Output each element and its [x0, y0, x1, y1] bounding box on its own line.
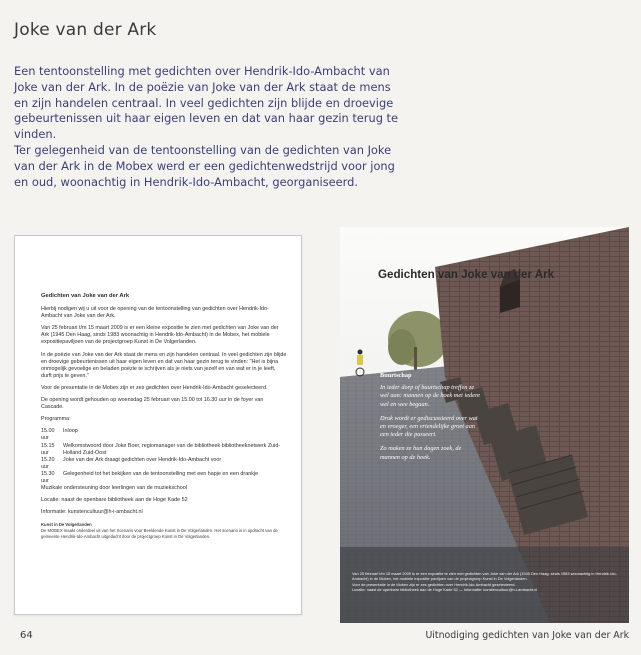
location-note: Locatie: naast de openbare bibliotheek aan de Hoge Kade 52 — [41, 497, 188, 504]
small-print-text: De MOBEX maakt onderdeel uit van het Scenario voor Beeldende Kunst in De Volgerlanden. Het scenario is in opdracht van de gemeente Hendrik-Ido-Ambacht uitgedacht door de projectgroep Kunst in De Volgerlanden. — [41, 527, 278, 539]
program-item — [41, 428, 287, 442]
intro-paragraph: Een tentoonstelling met gedichten over Hendrik-Ido-Ambacht van Joke van der Ark. In de poëzie van Joke van der Ark staat de mens en zijn handelen centraal. In veel gedichten zijn blijde en droevige gebeurtenissen uit haar eigen leven en dat van haar gezin terug te vinden. — [14, 64, 399, 142]
poem-stanza: In ieder dorp of buurtschap treffen ze wel aan: mannen op de hoek met iedere wel en wee begaan. — [380, 384, 480, 408]
poem-stanza: Zo maken ze hun dagen zoek, de mannen op de hoek. — [380, 445, 462, 461]
program-desc: Gelegenheid tot het bekijken van de tentoonstelling met een hapje en een drankje — [63, 470, 259, 477]
small-print-title: Kunst in De Volgerlanden — [41, 522, 92, 528]
invitation-letter — [14, 235, 302, 615]
program-list — [41, 428, 287, 485]
program-desc: Inloop — [63, 428, 78, 435]
page-title: Joke van der Ark — [14, 20, 157, 40]
intro-text — [14, 64, 404, 190]
program-item — [41, 443, 287, 457]
poem-stanza: Druk wordt er gediscussieerd over wat en vroeger, een vriendelijke groet aan een ieder die passeert. — [380, 414, 478, 439]
info-email: Informatie: kunstencultuur@h-i-ambacht.nl — [41, 509, 143, 516]
small-print — [41, 522, 287, 539]
poster-caption-line: Voor de presentatie in de Mobex zijn er zes gedichten over Hendrik-Ido-Ambacht geselecteerd. — [352, 581, 516, 587]
program-item — [41, 471, 287, 485]
page-number: 64 — [20, 630, 33, 641]
poster-caption-line: Locatie: naast de openbare bibliotheek aan de Hoge Kade 52 — Informatie: kunstencultuur@h-i-ambacht.nl — [352, 587, 538, 593]
program-time: 15.30 uur — [41, 470, 55, 484]
program-desc: Welkomstwoord door Joke Boer, regiomanager van de bibliotheek bibliotheeknetwerk Zuid-Holland Zuid-Oost — [63, 442, 281, 456]
letter-paragraph: Van 25 februari t/m 15 maart 2009 is er een kleine expositie te zien met gedichten van Joke van der Ark (1945 Den Haag, sinds 1983 woonachtig in Hendrik-Ido-Ambacht) in de Mobex, het mobiele expositiepaviljoen van de projectgroep Kunst in De Volgerlanden. — [41, 325, 279, 346]
letter-body — [41, 293, 287, 539]
poem-title: Buurtschap — [380, 372, 412, 379]
program-item — [41, 457, 287, 471]
poem-poster-photo — [340, 227, 629, 623]
poem — [380, 372, 480, 468]
poster-caption — [352, 571, 620, 593]
program-label: Programma: — [41, 416, 71, 423]
letter-paragraph: Hierbij nodigen wij u uit voor de opening van de tentoonstelling van gedichten over Hendrik-Ido-Ambacht van Joke van der Ark. — [41, 306, 269, 320]
poster-caption-line: Van 25 februari t/m 15 maart 2009 is er een expositie te zien met gedichten van Joke van der Ark (1945 Den Haag, sinds 1983 woonachtig in Hendrik-Ido-Ambacht) in de Mobex, het mobiele expositie paviljoen van de projectgroep Kunst in De Volgerlanden. — [352, 571, 617, 582]
program-time: 15.00 uur — [41, 428, 55, 442]
poster-title: Gedichten van Joke van der Ark — [378, 268, 555, 281]
letter-paragraph: Voor de presentatie in de Mobex zijn er zes gedichten over Hendrik-Ido-Ambacht geselecteerd. — [41, 384, 268, 391]
program-time: 15.20 uur — [41, 456, 55, 470]
music-note: Muzikale ondersteuning door leerlingen van de muziekschool — [41, 485, 187, 492]
figure-caption: Uitnodiging gedichten van Joke van der Ark — [425, 630, 629, 641]
intro-paragraph: Ter gelegenheid van de tentoonstelling van de gedichten van Joke van der Ark in de Mobex werd er een gedichtenwedstrijd voor jong en oud, woonachtig in Hendrik-Ido-Ambacht, georganiseerd. — [14, 142, 395, 189]
program-time: 15.15 uur — [41, 442, 55, 456]
program-desc: Joke van der Ark draagt gedichten over Hendrik-Ido-Ambacht voor — [63, 456, 222, 463]
letter-title: Gedichten van Joke van der Ark — [41, 293, 130, 299]
letter-paragraph: In de poëzie van Joke van der Ark staat de mens en zijn handelen centraal. In veel gedichten zijn blijde en droevige gebeurtenissen uit haar eigen leven en dat van haar gezin terug te vinden: "Het is bijna onmogelijk gevoelige en beladen poëzie te schrijven als je niets van jezelf en van wat er in je leeft, durft prijs te geven." — [41, 351, 287, 379]
letter-paragraph: De opening wordt gehouden op woensdag 25 februari van 15.00 tot 16.30 uur in de foyer van Cascade. — [41, 397, 264, 411]
